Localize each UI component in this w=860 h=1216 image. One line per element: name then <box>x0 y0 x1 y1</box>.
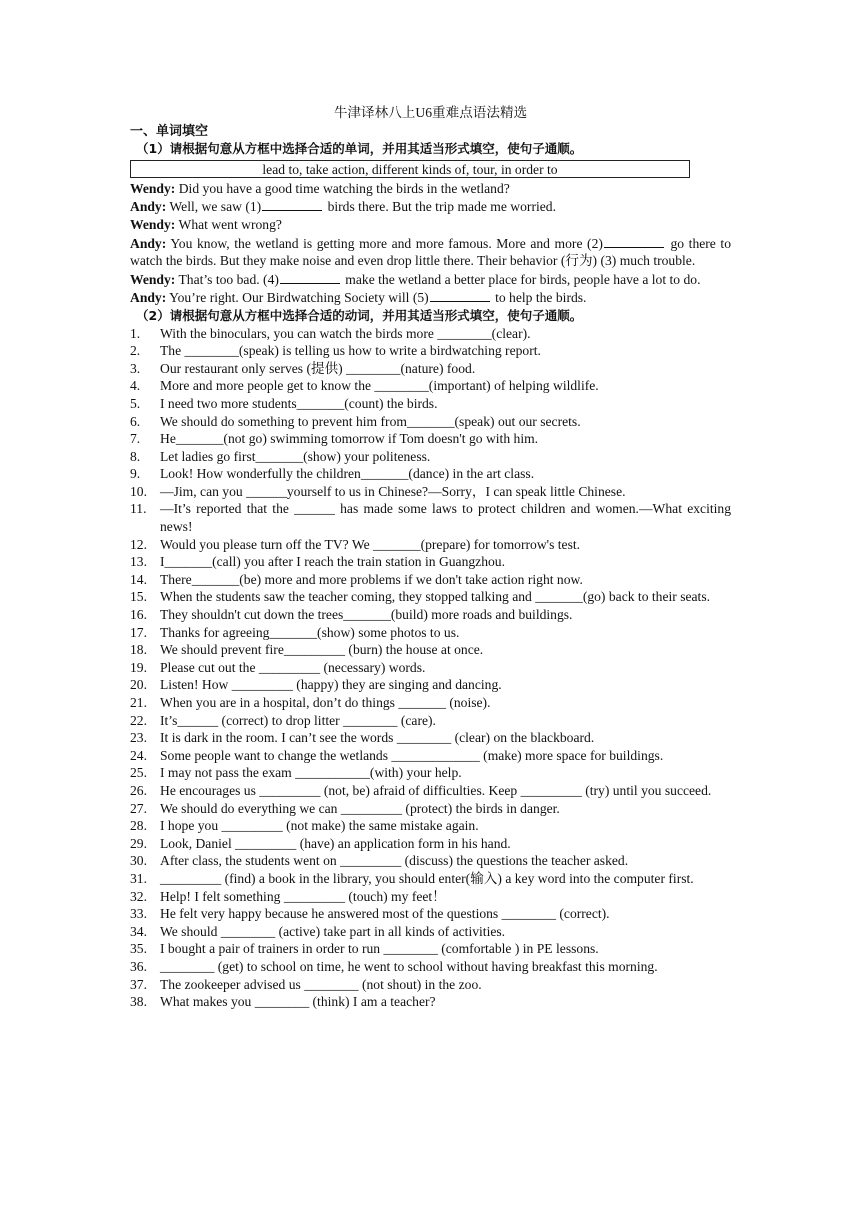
question-item <box>130 413 731 431</box>
question-item <box>130 676 731 694</box>
question-text: —It’s reported that the ______ has made some laws to protect children and women.—What exciting news! <box>160 501 731 535</box>
question-item <box>130 870 731 888</box>
question-text: I bought a pair of trainers in order to run ________ (comfortable ) in PE lessons. <box>160 941 599 957</box>
question-number: 5. <box>130 395 141 411</box>
question-number: 2. <box>130 343 141 359</box>
question-item <box>130 448 731 466</box>
dialogue-line <box>130 270 731 289</box>
question-number: 24. <box>130 747 147 763</box>
speaker: Wendy: <box>130 271 176 287</box>
question-text: It’s______ (correct) to drop litter ________ (care). <box>160 712 436 728</box>
part2-heading: （2）请根据句意从方框中选择合适的动词，并用其适当形式填空，使句子通顺。 <box>136 307 583 323</box>
word-box: lead to, take action, different kinds of, tour, in order to <box>130 160 690 178</box>
question-text: They shouldn't cut down the trees_______(build) more roads and buildings. <box>160 607 573 623</box>
question-text: ________ (get) to school on time, he went to school without having breakfast this morning. <box>160 958 658 974</box>
question-item <box>130 395 731 413</box>
answer-blank[interactable] <box>262 197 322 211</box>
question-text: The zookeeper advised us ________ (not shout) in the zoo. <box>160 976 482 992</box>
question-text: I need two more students_______(count) the birds. <box>160 395 438 411</box>
question-number: 6. <box>130 413 141 429</box>
question-item <box>130 905 731 923</box>
question-text: Please cut out the _________ (necessary) words. <box>160 659 426 675</box>
question-number: 4. <box>130 378 141 394</box>
question-item <box>130 606 731 624</box>
question-item <box>130 342 731 360</box>
question-text: Thanks for agreeing_______(show) some photos to us. <box>160 624 460 640</box>
question-item <box>130 659 731 677</box>
question-item <box>130 993 731 1011</box>
document-title: 牛津译林八上U6重难点语法精选 <box>333 105 528 120</box>
question-number: 33. <box>130 906 147 922</box>
question-number: 17. <box>130 624 147 640</box>
dialogue-text: Did you have a good time watching the birds in the wetland? <box>178 180 510 196</box>
dialogue-line <box>130 216 731 234</box>
question-text: After class, the students went on _________ (discuss) the questions the teacher asked. <box>160 853 629 869</box>
question-item <box>130 712 731 730</box>
dialogue-text: That’s too bad. (4) <box>178 271 279 287</box>
question-text: I_______(call) you after I reach the train station in Guangzhou. <box>160 554 506 570</box>
answer-blank[interactable] <box>430 288 490 302</box>
question-text: Look, Daniel _________ (have) an application form in his hand. <box>160 835 511 851</box>
question-number: 1. <box>130 325 141 341</box>
question-number: 19. <box>130 659 147 675</box>
question-text: Would you please turn off the TV? We _______(prepare) for tomorrow's test. <box>160 536 581 552</box>
question-item <box>130 360 731 378</box>
question-number: 37. <box>130 976 147 992</box>
question-text: With the binoculars, you can watch the birds more ________(clear). <box>160 325 531 341</box>
part1-heading: （1）请根据句意从方框中选择合适的单词，并用其适当形式填空，使句子通顺。 <box>136 141 583 157</box>
question-text: He encourages us _________ (not, be) afraid of difficulties. Keep _________ (try) until you succeed. <box>160 782 712 798</box>
question-item <box>130 800 731 818</box>
question-number: 38. <box>130 994 147 1010</box>
question-number: 29. <box>130 835 147 851</box>
question-number: 23. <box>130 730 147 746</box>
question-number: 8. <box>130 448 141 464</box>
question-item <box>130 624 731 642</box>
question-text: Some people want to change the wetlands _____________ (make) more space for buildings. <box>160 747 664 763</box>
answer-blank[interactable] <box>280 270 340 284</box>
question-text: Listen! How _________ (happy) they are singing and dancing. <box>160 677 502 693</box>
dialogue-text: go there to watch the birds. But they make noise and even drop little there. Their behavior (行为) (3) much trouble. <box>130 235 731 269</box>
dialogue-line <box>130 180 731 198</box>
question-number: 34. <box>130 923 147 939</box>
question-text: We should do everything we can _________ (protect) the birds in danger. <box>160 800 560 816</box>
question-item <box>130 923 731 941</box>
question-text: _________ (find) a book in the library, you should enter(输入) a key word into the computer first. <box>160 870 694 886</box>
question-item <box>130 500 731 535</box>
question-text: I hope you _________ (not make) the same mistake again. <box>160 818 479 834</box>
question-item <box>130 940 731 958</box>
dialogue-text: make the wetland a better place for birds, people have a lot to do. <box>341 271 701 287</box>
speaker: Wendy: <box>130 216 176 232</box>
question-number: 28. <box>130 818 147 834</box>
question-number: 27. <box>130 800 147 816</box>
question-text: —Jim, can you ______yourself to us in Chinese?—Sorry，I can speak little Chinese. <box>160 483 626 499</box>
question-number: 25. <box>130 765 147 781</box>
question-item <box>130 888 731 906</box>
question-text: There_______(be) more and more problems if we don't take action right now. <box>160 571 583 587</box>
question-text: We should do something to prevent him from_______(speak) out our secrets. <box>160 413 581 429</box>
question-item <box>130 747 731 765</box>
question-item <box>130 588 731 606</box>
dialogue <box>130 180 731 307</box>
dialogue-text: You’re right. Our Birdwatching Society will (5) <box>169 290 429 306</box>
question-item <box>130 782 731 800</box>
question-item <box>130 641 731 659</box>
dialogue-text: birds there. But the trip made me worried. <box>324 199 556 215</box>
question-number: 11. <box>130 501 147 517</box>
question-item <box>130 536 731 554</box>
speaker: Wendy: <box>130 180 176 196</box>
question-number: 10. <box>130 483 147 499</box>
question-list <box>130 325 731 1011</box>
question-item <box>130 835 731 853</box>
question-number: 21. <box>130 695 147 710</box>
dialogue-line <box>130 234 731 270</box>
dialogue-text: You know, the wetland is getting more and more famous. More and more (2) <box>170 235 603 251</box>
question-number: 16. <box>130 607 147 623</box>
dialogue-line <box>130 288 731 307</box>
question-number: 32. <box>130 888 147 904</box>
question-number: 14. <box>130 571 147 587</box>
question-number: 26. <box>130 782 147 798</box>
question-text: What makes you ________ (think) I am a teacher? <box>160 994 436 1010</box>
question-number: 9. <box>130 466 141 482</box>
question-item <box>130 817 731 835</box>
dialogue-text: Well, we saw (1) <box>169 199 262 215</box>
question-item <box>130 571 731 589</box>
answer-blank[interactable] <box>604 234 664 248</box>
speaker: Andy: <box>130 199 167 215</box>
question-number: 15. <box>130 589 147 605</box>
question-number: 22. <box>130 712 147 728</box>
question-number: 3. <box>130 360 141 376</box>
question-item <box>130 764 731 782</box>
question-text: Our restaurant only serves (提供) ________(nature) food. <box>160 360 476 376</box>
question-text: Help! I felt something _________ (touch) my feet！ <box>160 888 446 904</box>
dialogue-line <box>130 197 731 216</box>
question-number: 31. <box>130 870 147 886</box>
question-number: 30. <box>130 853 147 869</box>
question-number: 7. <box>130 431 141 447</box>
question-item <box>130 377 731 395</box>
question-number: 18. <box>130 642 147 658</box>
question-text: The ________(speak) is telling us how to write a birdwatching report. <box>160 343 541 359</box>
dialogue-text: What went wrong? <box>178 216 282 232</box>
question-item <box>130 729 731 747</box>
question-number: 36. <box>130 958 147 974</box>
speaker: Andy: <box>130 235 167 251</box>
question-text: Let ladies go first_______(show) your politeness. <box>160 448 431 464</box>
dialogue-text: to help the birds. <box>491 290 587 306</box>
question-text: When the students saw the teacher coming, they stopped talking and _______(go) back to their seats. <box>160 589 711 605</box>
question-item <box>130 483 731 501</box>
question-text: We should prevent fire_________ (burn) the house at once. <box>160 642 484 658</box>
question-item <box>130 553 731 571</box>
question-item <box>130 976 731 994</box>
question-text: It is dark in the room. I can’t see the words ________ (clear) on the blackboard. <box>160 730 595 746</box>
speaker: Andy: <box>130 290 167 306</box>
question-text: When you are in a hospital, don’t do things _______ (noise). <box>160 695 491 710</box>
question-number: 35. <box>130 941 147 957</box>
document-page <box>130 104 731 1011</box>
question-number: 13. <box>130 554 147 570</box>
question-text: I may not pass the exam ___________(with) your help. <box>160 765 462 781</box>
question-item <box>130 958 731 976</box>
question-item <box>130 852 731 870</box>
question-item <box>130 694 731 712</box>
question-number: 12. <box>130 536 147 552</box>
question-item <box>130 430 731 448</box>
question-text: He felt very happy because he answered most of the questions ________ (correct). <box>160 906 610 922</box>
question-text: He_______(not go) swimming tomorrow if Tom doesn't go with him. <box>160 431 539 447</box>
question-number: 20. <box>130 677 147 693</box>
question-text: More and more people get to know the ________(important) of helping wildlife. <box>160 378 599 394</box>
question-item <box>130 325 731 343</box>
section-heading: 一、单词填空 <box>130 123 209 139</box>
question-text: Look! How wonderfully the children_______(dance) in the art class. <box>160 466 535 482</box>
question-item <box>130 465 731 483</box>
question-text: We should ________ (active) take part in all kinds of activities. <box>160 923 506 939</box>
